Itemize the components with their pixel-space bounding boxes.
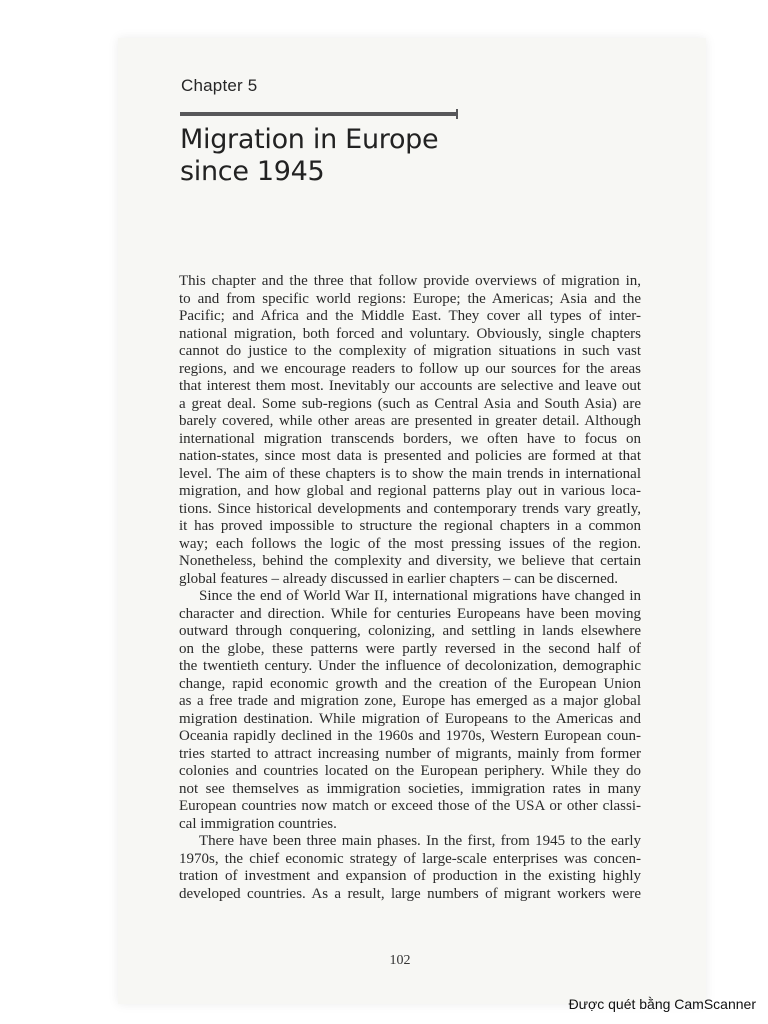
body-line: European countries now match or exceed those of the USA or other classi-: [179, 798, 641, 814]
body-line: migration destination. While migration of Europeans to the Americas and: [179, 710, 641, 727]
body-line: Oceania rapidly declined in the 1960s and 1970s, Western European coun-: [179, 728, 641, 744]
body-line: the twentieth century. Under the influence of decolonization, demographic: [179, 658, 641, 674]
body-line: change, rapid economic growth and the creation of the European Union: [179, 675, 641, 692]
body-line: on the globe, these patterns were partly reversed in the second half of: [179, 640, 641, 657]
body-line: developed countries. As a result, large numbers of migrant workers were: [179, 885, 641, 902]
body-line: outward through conquering, colonizing, and settling in lands elsewhere: [179, 623, 641, 639]
chapter-title-line-1: Migration in Europe: [180, 124, 439, 155]
body-line: There have been three main phases. In the first, from 1945 to the early: [199, 833, 641, 849]
chapter-title-line-2: since 1945: [180, 156, 325, 187]
body-line: not see themselves as immigration societies, immigration rates in many: [179, 780, 641, 797]
body-line: national migration, both forced and voluntary. Obviously, single chapters: [179, 325, 641, 342]
body-line: nation-states, since most data is presented and policies are formed at that: [179, 448, 641, 464]
body-line: Since the end of World War II, international migrations have changed in: [199, 588, 641, 604]
body-line: way; each follows the logic of the most pressing issues of the region.: [179, 535, 641, 552]
body-line: Nonetheless, behind the complexity and diversity, we believe that certain: [179, 553, 641, 569]
chapter-rule: [180, 112, 458, 116]
body-line: cannot do justice to the complexity of migration situations in such vast: [179, 343, 641, 359]
chapter-title: [180, 124, 510, 188]
chapter-label: Chapter 5: [181, 76, 258, 95]
body-line: tions. Since historical developments and contemporary trends vary greatly,: [179, 500, 641, 517]
body-line: cal immigration countries.: [179, 815, 337, 832]
page-number: 102: [389, 953, 411, 968]
body-line: migration, and how global and regional patterns play out in various loca-: [179, 483, 641, 499]
body-line: tries started to attract increasing number of migrants, mainly from former: [179, 745, 641, 762]
body-line: barely covered, while other areas are presented in greater detail. Although: [179, 413, 641, 429]
body-line: Pacific; and Africa and the Middle East. They cover all types of inter-: [179, 308, 641, 324]
body-line: global features – already discussed in earlier chapters – can be discerned.: [179, 570, 618, 587]
body-line: colonies and countries located on the European periphery. While they do: [179, 763, 641, 779]
body-text: [179, 273, 641, 903]
body-line: 1970s, the chief economic strategy of large-scale enterprises was concen-: [179, 850, 641, 867]
body-line: it has proved impossible to structure the regional chapters in a common: [179, 518, 641, 534]
body-line: This chapter and the three that follow provide overviews of migration in,: [179, 273, 641, 289]
body-line: character and direction. While for centuries Europeans have been moving: [179, 605, 641, 622]
body-line: international migration transcends borders, we often have to focus on: [179, 430, 641, 447]
scanner-credit: Được quét bằng CamScanner: [568, 996, 756, 1012]
body-line: a great deal. Some sub-regions (such as Central Asia and South Asia) are: [179, 395, 641, 412]
body-line: level. The aim of these chapters is to show the main trends in international: [179, 465, 641, 482]
body-line: to and from specific world regions: Europe; the Americas; Asia and the: [179, 290, 641, 307]
body-line: tration of investment and expansion of production in the existing highly: [179, 868, 641, 884]
body-line: as a free trade and migration zone, Europe has emerged as a major global: [179, 693, 641, 709]
body-line: that interest them most. Inevitably our accounts are selective and leave out: [179, 378, 641, 394]
chapter-rule-tick: [456, 109, 458, 119]
body-line: regions, and we encourage readers to follow up our sources for the areas: [179, 360, 641, 377]
